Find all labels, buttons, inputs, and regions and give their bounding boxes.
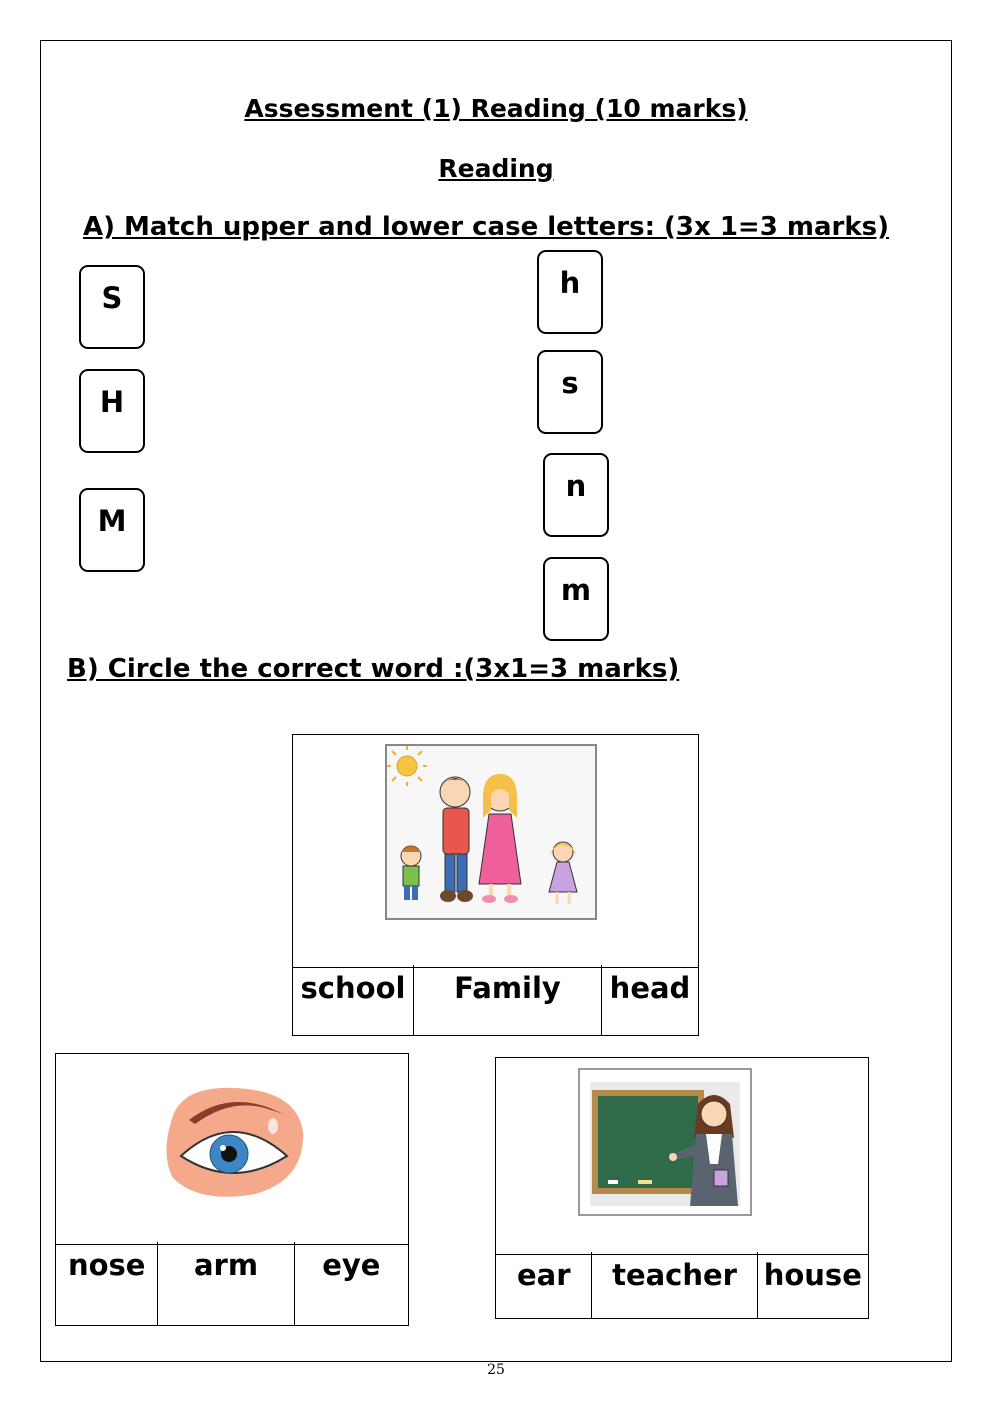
lowercase-letter-box[interactable]: m bbox=[543, 557, 609, 641]
word-choice[interactable]: eye bbox=[322, 1248, 381, 1282]
picture-area bbox=[293, 735, 698, 968]
word-choice[interactable]: arm bbox=[158, 1242, 294, 1325]
word-choice[interactable]: school bbox=[293, 965, 414, 1035]
word-choice[interactable]: teacher bbox=[592, 1252, 757, 1318]
eye-picture bbox=[159, 1082, 307, 1202]
lowercase-letter-box[interactable]: h bbox=[537, 250, 603, 334]
picture-area bbox=[56, 1054, 408, 1245]
picture-area bbox=[496, 1058, 868, 1255]
section-a-heading: A) Match upper and lower case letters: (3x 1=3 marks) bbox=[83, 212, 889, 242]
word-choices bbox=[56, 1242, 408, 1325]
lowercase-letter-box[interactable]: n bbox=[543, 453, 609, 537]
page-title: Assessment (1) Reading (10 marks) bbox=[244, 94, 748, 123]
word-choice[interactable]: nose bbox=[56, 1242, 158, 1325]
uppercase-letter-box[interactable]: S bbox=[79, 265, 145, 349]
uppercase-letter-box[interactable]: H bbox=[79, 369, 145, 453]
word-choices bbox=[293, 965, 698, 1035]
teacher-picture bbox=[578, 1068, 752, 1216]
page-subtitle: Reading bbox=[438, 154, 554, 183]
section-b-heading: B) Circle the correct word :(3x1=3 marks) bbox=[67, 654, 680, 684]
lowercase-letter-box[interactable]: s bbox=[537, 350, 603, 434]
page-number: 25 bbox=[487, 1362, 505, 1378]
word-choice[interactable]: house bbox=[763, 1258, 862, 1292]
word-choice[interactable]: head bbox=[609, 971, 691, 1005]
family-picture bbox=[385, 744, 597, 920]
uppercase-letter-box[interactable]: M bbox=[79, 488, 145, 572]
word-choice[interactable]: ear bbox=[496, 1252, 592, 1318]
picture-card-eye bbox=[55, 1053, 409, 1326]
picture-card-teacher bbox=[495, 1057, 869, 1319]
word-choice[interactable]: Family bbox=[414, 965, 602, 1035]
word-choices bbox=[496, 1252, 868, 1318]
picture-card-family bbox=[292, 734, 699, 1036]
